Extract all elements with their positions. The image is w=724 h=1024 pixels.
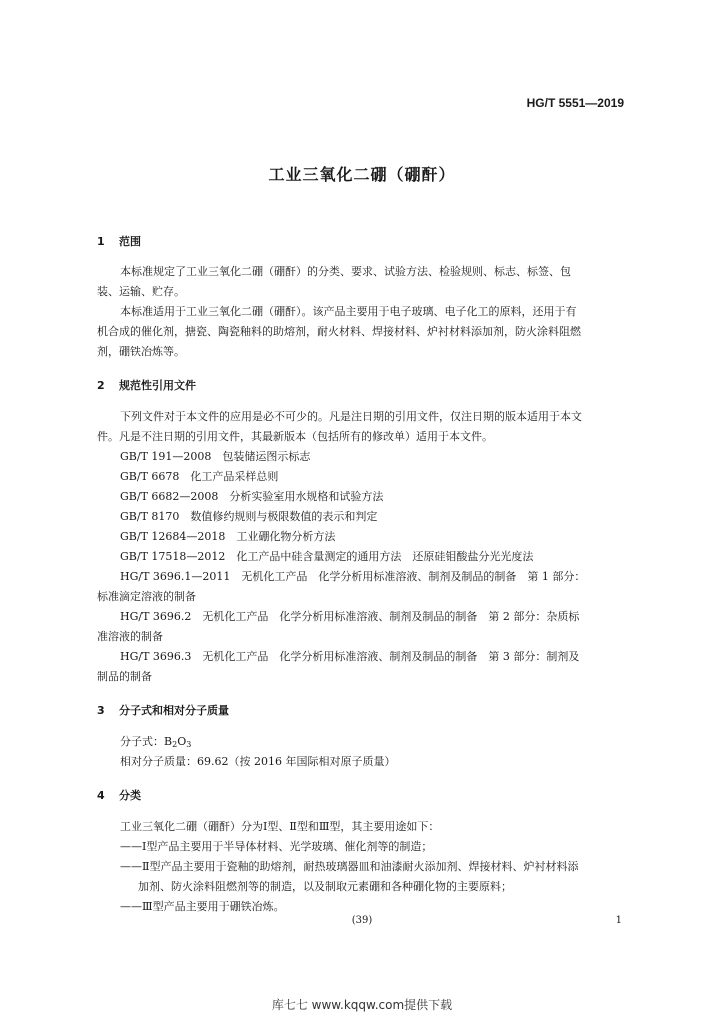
- section-3-heading: [97, 702, 229, 718]
- classification-item: ——Ⅱ型产品主要用于瓷釉的助熔剂，耐热玻璃器皿和油漆耐火添加剂、焊接材料、炉衬材料添: [120, 860, 579, 873]
- formula-o: O: [177, 735, 187, 748]
- reference-item: HG/T 3696.2 无机化工产品 化学分析用标准溶液、制剂及制品的制备 第 2 部分：杂质标: [120, 610, 580, 623]
- section-title: 分子式和相对分子质量: [119, 704, 229, 717]
- section-title: 范围: [119, 235, 141, 248]
- section-number: 4: [97, 789, 105, 802]
- reference-item-cont: 制品的制备: [97, 670, 152, 683]
- reference-item: GB/T 8170 数值修约规则与极限数值的表示和判定: [120, 510, 378, 523]
- reference-item: GB/T 191—2008 包装储运图示标志: [120, 450, 311, 463]
- reference-item: HG/T 3696.3 无机化工产品 化学分析用标准溶液、制剂及制品的制备 第 3 部分：制剂及: [120, 650, 580, 663]
- reference-item-cont: 标准滴定溶液的制备: [97, 590, 196, 603]
- document-title: 工业三氧化二硼（硼酐）: [268, 165, 456, 184]
- download-watermark: 库七七 www.kqqw.com提供下载: [271, 998, 453, 1012]
- reference-item-cont: 准溶液的制备: [97, 630, 163, 643]
- footer-page-number-center: (39): [351, 915, 373, 926]
- reference-item: GB/T 6678 化工产品采样总则: [120, 470, 279, 483]
- section-title: 分类: [119, 789, 141, 802]
- section-4-heading: [97, 787, 141, 803]
- footer-page-number: 1: [615, 915, 622, 926]
- paragraph-line: 工业三氧化二硼（硼酐）分为Ⅰ型、Ⅱ型和Ⅲ型，其主要用途如下：: [120, 820, 440, 833]
- paragraph-line: 机合成的催化剂，搪瓷、陶瓷釉料的助熔剂，耐火材料、焊接材料、炉衬材料添加剂，防火涂料阻燃: [97, 325, 581, 338]
- paragraph-line: 装、运输、贮存。: [97, 285, 185, 298]
- section-number: 1: [97, 235, 105, 248]
- formula-o-subscript: 3: [186, 740, 192, 749]
- paragraph-line: 本标准规定了工业三氧化二硼（硼酐）的分类、要求、试验方法、检验规则、标志、标签、包: [120, 265, 571, 278]
- formula-b-subscript: 2: [172, 740, 178, 749]
- section-number: 2: [97, 379, 105, 392]
- paragraph-line: 本标准适用于工业三氧化二硼（硼酐）。该产品主要用于电子玻璃、电子化工的原料，还用于有: [120, 305, 577, 318]
- formula-b: B: [164, 735, 173, 748]
- reference-item: GB/T 6682—2008 分析实验室用水规格和试验方法: [120, 490, 384, 503]
- molecular-mass: 相对分子质量：69.62（按 2016 年国际相对原子质量）: [120, 755, 396, 768]
- standard-code: HG/T 5551—2019: [526, 96, 624, 110]
- paragraph-line: 下列文件对于本文件的应用是必不可少的。凡是注日期的引用文件，仅注日期的版本适用于本文: [120, 410, 582, 423]
- formula-label: 分子式：: [120, 735, 164, 748]
- classification-item: ——Ⅰ型产品主要用于半导体材料、光学玻璃、催化剂等的制造；: [120, 840, 433, 853]
- reference-item: GB/T 17518—2012 化工产品中硅含量测定的通用方法 还原硅钼酸盐分光光度法: [120, 550, 534, 563]
- reference-item: HG/T 3696.1—2011 无机化工产品 化学分析用标准溶液、制剂及制品的制备 第 1 部分：: [120, 570, 586, 583]
- section-number: 3: [97, 704, 105, 717]
- classification-item-cont: 加剂、防火涂料阻燃剂等的制造，以及制取元素硼和各种硼化物的主要原料；: [138, 880, 512, 893]
- paragraph-line: 件。凡是不注日期的引用文件，其最新版本（包括所有的修改单）适用于本文件。: [97, 430, 493, 443]
- section-title: 规范性引用文件: [119, 379, 196, 392]
- reference-item: GB/T 12684—2018 工业硼化物分析方法: [120, 530, 336, 543]
- section-2-heading: [97, 377, 196, 393]
- molecular-formula: [120, 735, 191, 749]
- paragraph-line: 剂，硼铁冶炼等。: [97, 345, 185, 358]
- classification-item: ——Ⅲ型产品主要用于硼铁冶炼。: [120, 900, 285, 913]
- section-1-heading: [97, 233, 141, 249]
